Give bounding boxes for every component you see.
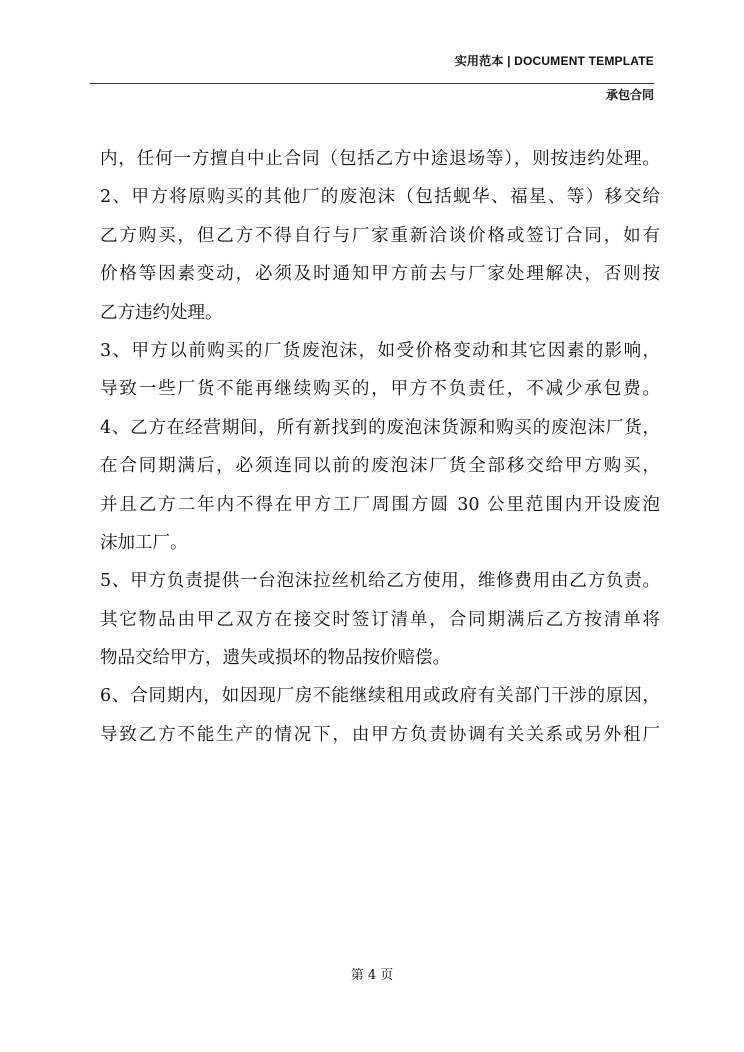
header-title: 实用范本 | DOCUMENT TEMPLATE xyxy=(454,54,654,68)
body-line: 4、乙方在经营期间，所有新找到的废泡沫货源和购买的废泡沫厂货， xyxy=(100,417,660,438)
body-line: 2、甲方将原购买的其他厂的废泡沫（包括蚬华、福星、等）移交给 xyxy=(100,187,660,208)
body-line: 3、甲方以前购买的厂货废泡沫，如受价格变动和其它因素的影响， xyxy=(100,340,660,361)
body-line: 导致乙方不能生产的情况下，由甲方负责协调有关关系或另外租厂 xyxy=(100,724,660,745)
body-line: 内，任何一方擅自中止合同（包括乙方中途退场等），则按违约处理。 xyxy=(100,149,660,169)
page-number: 第 4 页 xyxy=(350,968,394,983)
body-line: 5、甲方负责提供一台泡沫拉丝机给乙方使用，维修费用由乙方负责。 xyxy=(100,571,660,592)
body-line: 乙方违约处理。 xyxy=(100,302,223,323)
header-divider xyxy=(90,83,654,84)
body-line: 物品交给甲方，遗失或损坏的物品按价赔偿。 xyxy=(100,648,450,669)
body-line: 沫加工厂。 xyxy=(100,532,188,553)
body-line: 并且乙方二年内不得在甲方工厂周围方圆 30 公里范围内开设废泡 xyxy=(100,494,660,515)
body-line: 价格等因素变动，必须及时通知甲方前去与厂家处理解决，否则按 xyxy=(100,264,660,285)
body-line: 其它物品由甲乙双方在接交时签订清单，合同期满后乙方按清单将 xyxy=(100,609,660,630)
body-line: 乙方购买，但乙方不得自行与厂家重新洽谈价格或签订合同，如有 xyxy=(100,225,660,246)
header-subtitle: 承包合同 xyxy=(605,88,654,102)
body-line: 在合同期满后，必须连同以前的废泡沫厂货全部移交给甲方购买， xyxy=(100,456,660,477)
body-line: 6、合同期内，如因现厂房不能继续租用或政府有关部门干涉的原因， xyxy=(100,686,660,707)
document-body xyxy=(100,140,660,754)
body-line: 导致一些厂货不能再继续购买的，甲方不负责任，不减少承包费。 xyxy=(100,379,660,400)
